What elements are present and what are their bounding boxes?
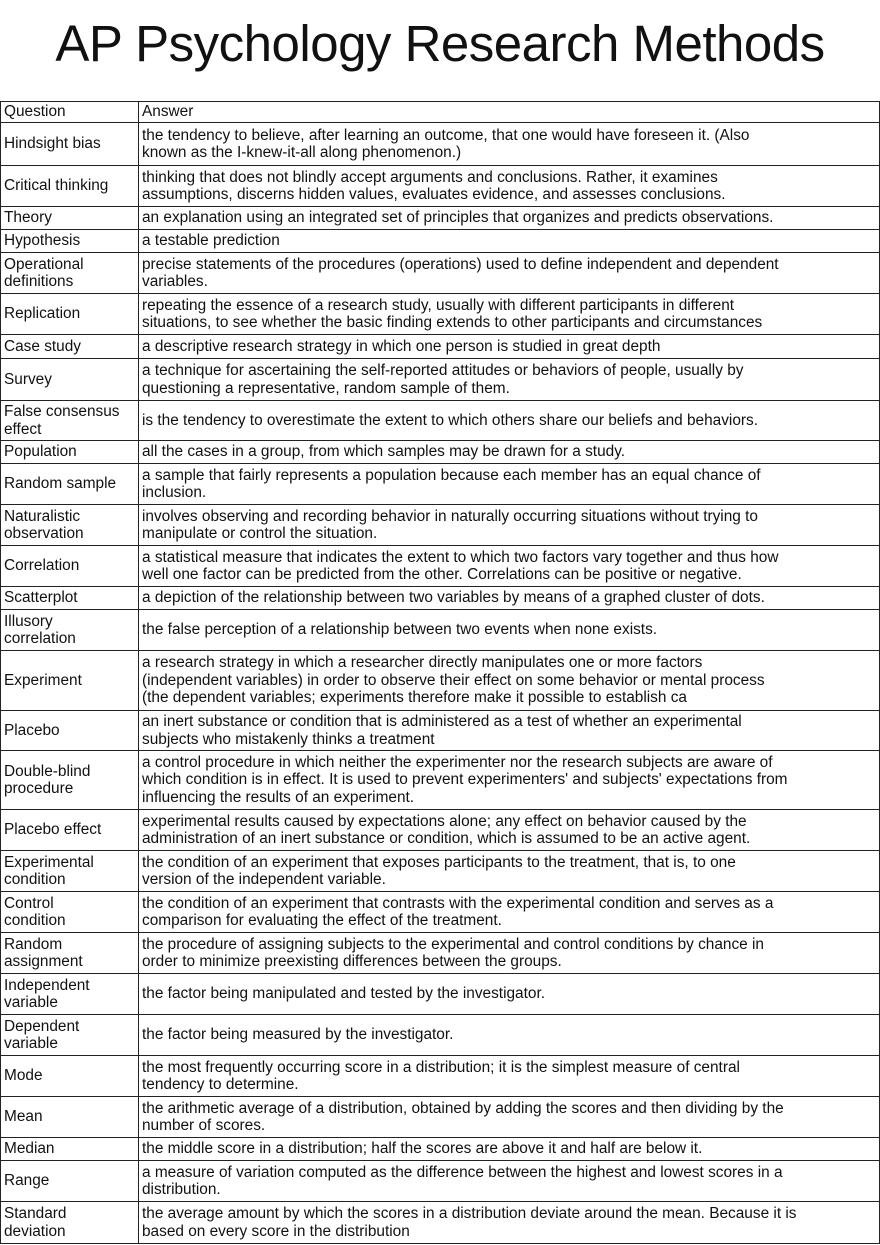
answer-cell [139,123,880,166]
answer-cell [139,1202,880,1244]
question-cell [1,751,139,810]
table-row [1,751,880,810]
table-row [1,207,880,230]
answer-cell [139,610,880,651]
question-cell-line: Median [4,1140,55,1158]
question-cell-line: condition [4,871,66,888]
question-cell [1,335,139,359]
answer-cell-line: which condition is in effect. It is used to prevent experimenters' and subjects' expectations from [142,771,788,789]
answer-cell [139,230,880,253]
answer-cell [139,253,880,294]
question-cell-line: False consensus [4,403,120,420]
answer-cell-line: the tendency to believe, after learning an outcome, that one would have foreseen it. (Also [142,126,750,144]
answer-cell-line: influencing the results of an experiment. [142,788,415,806]
question-cell-line: Hypothesis [4,232,81,250]
question-cell-line: Scatterplot [4,589,78,607]
question-cell [1,207,139,230]
header-question: Question [1,102,139,123]
header-answer: Answer [139,102,880,123]
question-cell [1,851,139,892]
question-cell [1,587,139,610]
table-row [1,464,880,505]
answer-cell-line: manipulate or control the situation. [142,525,378,542]
answer-cell-line: (independent variables) in order to observe their effect on some behavior or mental process [142,671,765,689]
answer-cell-line: comparison for evaluating the effect of the treatment. [142,912,502,929]
answer-cell-line: administration of an inert substance or condition, which is assumed to be an active agent. [142,830,751,847]
question-cell-line: Control [4,894,54,912]
question-cell [1,810,139,851]
question-cell-line: Experiment [4,671,82,689]
answer-cell-line: the arithmetic average of a distribution, obtained by adding the scores and then dividing by the [142,1099,784,1117]
table-row [1,441,880,464]
answer-cell-line: a testable prediction [142,232,280,250]
answer-cell [139,335,880,359]
answer-cell-line: version of the independent variable. [142,871,386,888]
answer-cell [139,464,880,505]
table-row [1,1138,880,1161]
table-row [1,892,880,933]
answer-cell-line: inclusion. [142,484,207,501]
question-cell-line: Correlation [4,557,80,575]
answer-cell-line: precise statements of the procedures (operations) used to define independent and dependent [142,255,779,273]
answer-cell-line: a sample that fairly represents a population because each member has an equal chance of [142,466,761,484]
answer-cell [139,587,880,610]
table-row [1,230,880,253]
answer-cell [139,933,880,974]
answer-cell [139,441,880,464]
answer-cell-line: a statistical measure that indicates the extent to which two factors vary together and thus how [142,548,779,566]
answer-cell [139,1138,880,1161]
answer-cell-line: tendency to determine. [142,1076,299,1093]
question-cell [1,230,139,253]
answer-cell-line: the false perception of a relationship between two events when none exists. [142,621,658,639]
question-cell-line: Illusory [4,612,53,630]
question-cell [1,253,139,294]
question-cell-line: assignment [4,953,83,970]
answer-cell-line: questioning a representative, random sample of them. [142,379,510,397]
answer-cell-line: the middle score in a distribution; half the scores are above it and half are below it. [142,1140,703,1158]
question-cell-line: condition [4,912,66,929]
table-row [1,294,880,335]
table-row [1,359,880,401]
question-cell [1,166,139,207]
answer-cell [139,546,880,587]
question-cell [1,441,139,464]
table-row [1,505,880,546]
answer-cell-line: a depiction of the relationship between two variables by means of a graphed cluster of dots. [142,589,765,607]
answer-cell-line: a control procedure in which neither the experimenter nor the research subjects are aware of [142,753,773,771]
question-cell-line: Naturalistic [4,507,81,525]
question-cell [1,401,139,441]
answer-cell [139,505,880,546]
question-cell [1,933,139,974]
question-cell [1,892,139,933]
question-cell-line: Replication [4,305,81,323]
answer-cell-line: variables. [142,273,208,290]
table-row [1,651,880,711]
answer-cell [139,892,880,933]
answer-cell-line: thinking that does not blindly accept arguments and conclusions. Rather, it examines [142,168,718,186]
table-header-row [1,102,880,123]
question-cell-line: correlation [4,630,76,647]
question-cell-line: definitions [4,273,74,290]
answer-cell [139,974,880,1015]
question-cell [1,1138,139,1161]
table-row [1,587,880,610]
table-row [1,1202,880,1244]
answer-cell-line: the factor being manipulated and tested by the investigator. [142,985,545,1003]
answer-cell-line: a technique for ascertaining the self-reported attitudes or behaviors of people, usually by [142,362,744,379]
question-cell-line: Random [4,935,63,953]
answer-cell [139,207,880,230]
question-cell [1,546,139,587]
question-cell [1,1097,139,1138]
table-row [1,851,880,892]
question-cell-line: Hindsight bias [4,135,101,153]
question-cell-line: Experimental [4,853,94,871]
answer-cell-line: (the dependent variables; experiments therefore make it possible to establish ca [142,689,687,707]
answer-cell [139,359,880,401]
page-title: AP Psychology Research Methods [55,15,825,72]
answer-cell [139,1056,880,1097]
table-row [1,253,880,294]
table-row [1,974,880,1015]
table-row [1,1097,880,1138]
question-cell [1,711,139,751]
question-cell-line: Mode [4,1067,43,1085]
table-row [1,711,880,751]
question-cell-line: Theory [4,209,52,227]
answer-cell-line: the average amount by which the scores in a distribution deviate around the mean. Because it is [142,1205,797,1222]
answer-cell-line: a research strategy in which a researcher directly manipulates one or more factors [142,654,703,672]
question-cell-line: Double-blind [4,762,91,780]
question-cell-line: deviation [4,1222,66,1240]
question-cell [1,1161,139,1202]
answer-cell [139,651,880,711]
question-cell-line: Operational [4,255,84,273]
question-cell [1,505,139,546]
question-cell [1,123,139,166]
table-row [1,335,880,359]
answer-cell-line: all the cases in a group, from which samples may be drawn for a study. [142,443,626,461]
question-cell [1,974,139,1015]
terms-table [0,101,880,1244]
answer-cell [139,711,880,751]
table-row [1,546,880,587]
answer-cell-line: a measure of variation computed as the difference between the highest and lowest scores in a [142,1163,783,1181]
table-row [1,810,880,851]
answer-cell-line: a descriptive research strategy in which one person is studied in great depth [142,337,661,355]
answer-cell [139,751,880,810]
answer-cell [139,1015,880,1056]
answer-cell-line: the most frequently occurring score in a distribution; it is the simplest measure of central [142,1058,740,1076]
question-cell [1,1015,139,1056]
question-cell-line: Population [4,443,77,461]
answer-cell-line: repeating the essence of a research study, usually with different participants in different [142,296,735,314]
table-row [1,1161,880,1202]
answer-cell-line: an inert substance or condition that is administered as a test of whether an experimental [142,713,742,730]
table-row [1,1056,880,1097]
question-cell [1,1202,139,1244]
answer-cell-line: is the tendency to overestimate the extent to which others share our beliefs and behaviors. [142,411,758,429]
question-cell-line: Standard [4,1205,67,1222]
question-cell-line: Mean [4,1108,43,1126]
table-row [1,933,880,974]
question-cell [1,1056,139,1097]
answer-cell-line: the condition of an experiment that contrasts with the experimental condition and serves as a [142,894,774,912]
answer-cell [139,166,880,207]
answer-cell-line: involves observing and recording behavior in naturally occurring situations without trying to [142,507,758,525]
question-cell-line: effect [4,420,42,438]
table-row [1,123,880,166]
question-cell [1,294,139,335]
question-cell-line: Independent [4,976,90,994]
answer-cell-line: the factor being measured by the investigator. [142,1026,454,1044]
answer-cell [139,294,880,335]
answer-cell-line: well one factor can be predicted from the other. Correlations can be positive or negative. [142,566,742,583]
question-cell-line: Placebo effect [4,821,102,839]
answer-cell [139,810,880,851]
answer-cell-line: distribution. [142,1181,221,1198]
answer-cell [139,1097,880,1138]
answer-cell-line: situations, to see whether the basic finding extends to other participants and circumstances [142,314,763,331]
table-row [1,1015,880,1056]
answer-cell-line: assumptions, discerns hidden values, evaluates evidence, and assesses conclusions. [142,186,726,203]
question-cell-line: variable [4,994,58,1011]
answer-cell-line: subjects who mistakenly thinks a treatment [142,730,435,748]
answer-cell-line: based on every score in the distribution [142,1222,410,1240]
table-row [1,610,880,651]
question-cell [1,359,139,401]
question-cell-line: Dependent [4,1017,80,1035]
answer-cell-line: known as the I-knew-it-all along phenomenon.) [142,144,462,161]
answer-cell-line: number of scores. [142,1117,266,1134]
question-cell-line: Range [4,1172,50,1190]
answer-cell [139,1161,880,1202]
answer-cell-line: the condition of an experiment that exposes participants to the treatment, that is, to one [142,853,736,871]
answer-cell-line: order to minimize preexisting differences between the groups. [142,953,562,970]
question-cell [1,610,139,651]
question-cell [1,464,139,505]
question-cell-line: procedure [4,780,74,797]
question-cell-line: observation [4,525,84,542]
answer-cell [139,401,880,441]
table-row [1,166,880,207]
question-cell [1,651,139,711]
question-cell-line: variable [4,1035,58,1052]
question-cell-line: Random sample [4,475,117,493]
question-cell-line: Case study [4,337,81,355]
answer-cell-line: the procedure of assigning subjects to the experimental and control conditions by chance in [142,935,764,953]
question-cell-line: Critical thinking [4,177,109,195]
answer-cell [139,851,880,892]
question-cell-line: Placebo [4,721,60,739]
table-row [1,401,880,441]
answer-cell-line: an explanation using an integrated set of principles that organizes and predicts observations. [142,209,774,227]
answer-cell-line: experimental results caused by expectations alone; any effect on behavior caused by the [142,812,747,830]
question-cell-line: Survey [4,370,52,388]
